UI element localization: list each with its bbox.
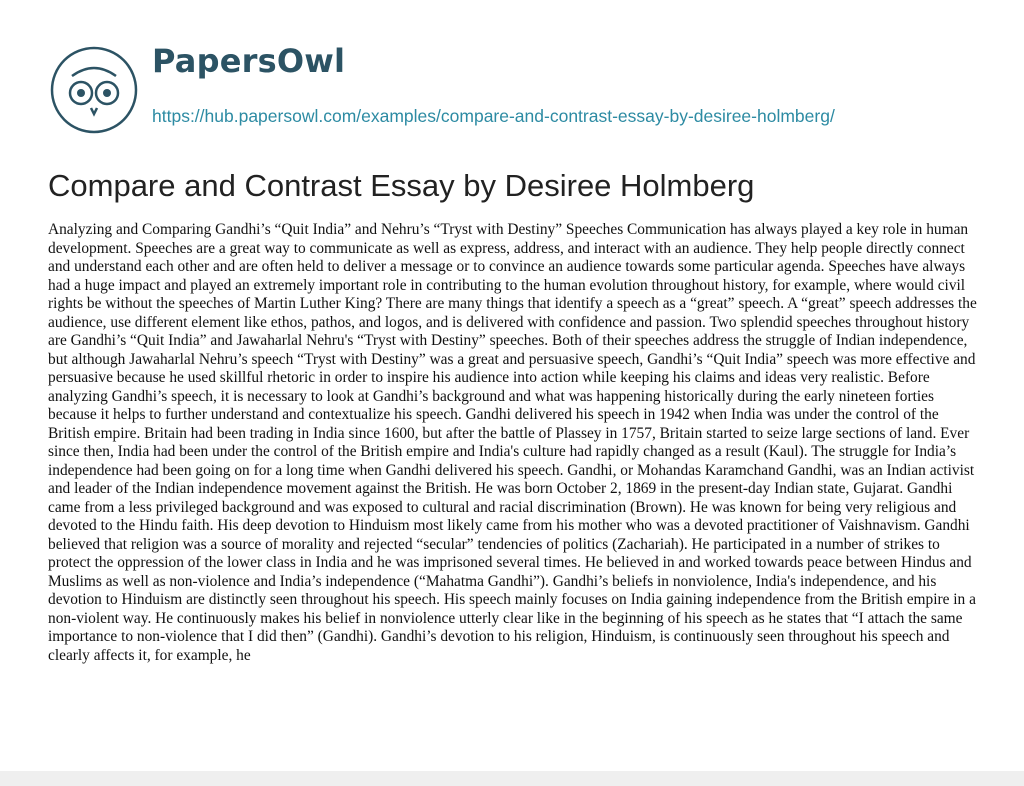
owl-eyes-icon [50,46,138,134]
brand-name: PapersOwl [152,42,346,80]
source-url-link[interactable]: https://hub.papersowl.com/examples/compare-and-contrast-essay-by-desiree-holmberg/ [152,106,835,126]
footer-strip [0,771,1024,786]
site-header [50,36,1000,136]
essay-title: Compare and Contrast Essay by Desiree Holmberg [48,168,755,203]
essay-body: Analyzing and Comparing Gandhi’s “Quit India” and Nehru’s “Tryst with Destiny” Speeches Communication has always played a key role in human development. Speeches are a great way to communicate as well as express, address, and interact with an audience. They help people directly connect and understand each other and are often held to deliver a message or to convince an audience towards some particular agenda. Speeches have always had a huge impact and played an extremely important role in contributing to the human evolution throughout history, for example, where would civil rights be without the speeches of Martin Luther King? There are many things that identify a speech as a “great” speech. A “great” speech addresses the audience, use different element like ethos, pathos, and logos, and is delivered with confidence and passion. Two splendid speeches throughout history are Gandhi’s “Quit India” and Jawaharlal Nehru's “Tryst with Destiny” speeches. Both of their speeches address the struggle of Indian independence, but although Jawaharlal Nehru’s speech “Tryst with Destiny” was a great and persuasive speech, Gandhi’s “Quit India” speech was more effective and persuasive because he used skillful rhetoric in order to inspire his audience into action while keeping his claims and ideas very realistic. Before analyzing Gandhi’s speech, it is necessary to look at Gandhi’s background and what was happening historically during the early nineteen forties because it helps to further understand and contextualize his speech. Gandhi delivered his speech in 1942 when India was under the control of the British empire. Britain had been trading in India since 1600, but after the battle of Plassey in 1757, Britain started to seize large sections of land. Ever since then, India had been under the control of the British empire and India's culture had rapidly changed as a result (Kaul). The struggle for India’s independence had been going on for a long time when Gandhi delivered his speech. Gandhi, or Mohandas Karamchand Gandhi, was an Indian activist and leader of the Indian independence movement against the British. He was born October 2, 1869 in the present-day Indian state, Gujarat. Gandhi came from a less privileged background and was exposed to cultural and racial discrimination (Brown). He was known for being very religious and devoted to the Hindu faith. His deep devotion to Hinduism most likely came from his mother who was a devoted practitioner of Vaishnavism. Gandhi believed that religion was a source of morality and rejected “secular” tendencies of politics (Zachariah). He participated in a number of strikes to protect the oppression of the lower class in India and he was imprisoned several times. He believed in and worked towards peace between Hindus and Muslims as well as non-violence and India’s independence (“Mahatma Gandhi”). Gandhi’s beliefs in nonviolence, India's independence, and his devotion to Hinduism are distinctly seen throughout his speech. His speech mainly focuses on India gaining independence from the British empire in a non-violent way. He continuously makes his belief in nonviolence utterly clear like in the beginning of his speech as he states that “I attach the same importance to non-violence that I did then” (Gandhi). Gandhi’s devotion to his religion, Hinduism, is continuously seen throughout his speech and clearly affects it, for example, he [48,221,977,664]
